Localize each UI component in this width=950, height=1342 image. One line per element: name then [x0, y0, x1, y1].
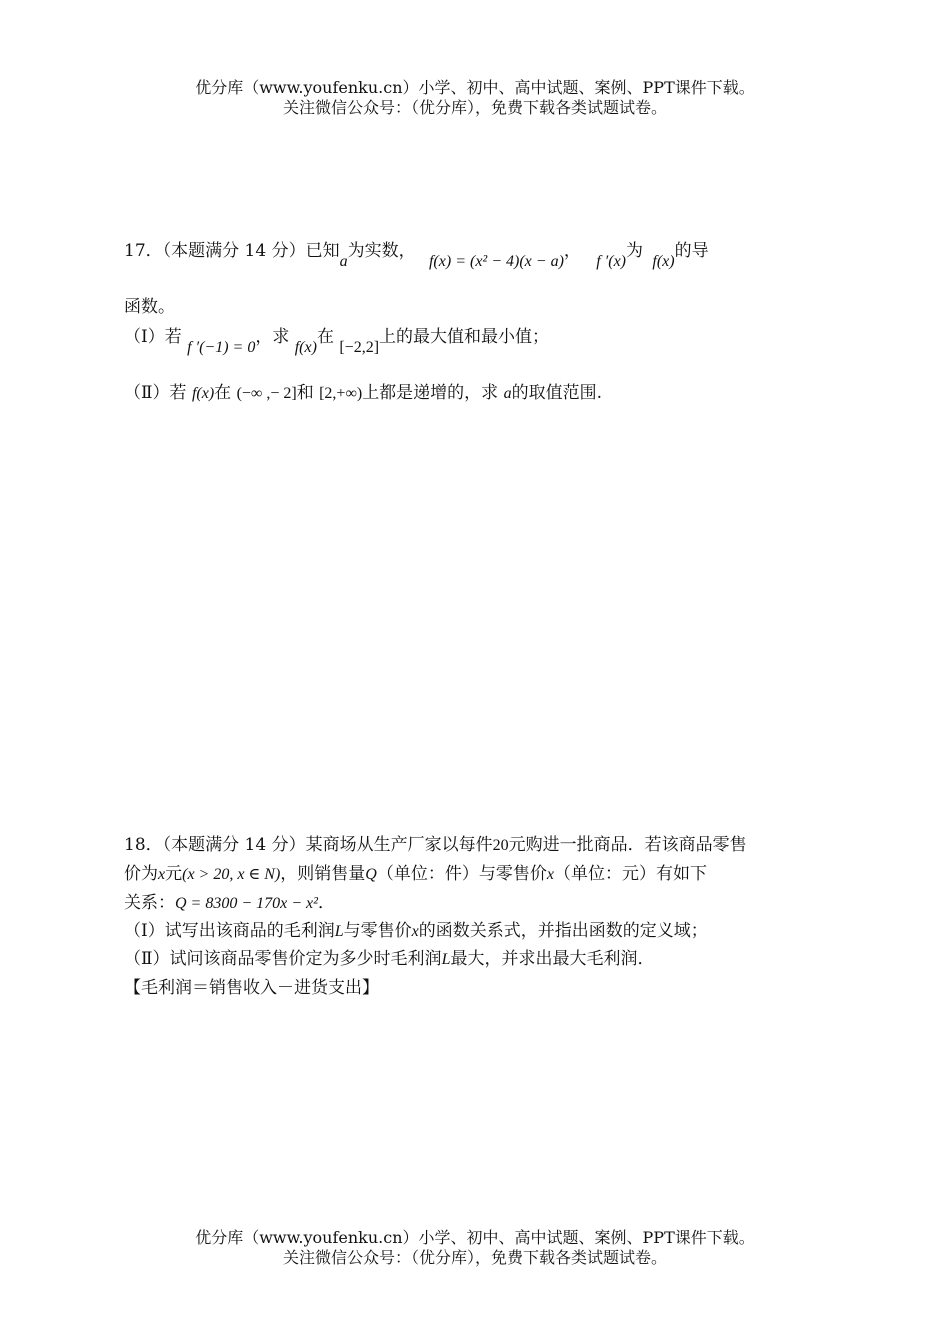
- q17-p1-fx: f(x): [294, 339, 317, 356]
- q17-t1: 为实数，: [347, 241, 416, 261]
- q17-p2-t2: 和: [296, 383, 314, 403]
- footer-line-2: 关注微信公众号：（优分库），免费下载各类试题试卷。: [282, 1248, 667, 1267]
- q17-p2-interval-1: (−∞ ,− 2]: [236, 385, 297, 402]
- q17-p2-interval-2: [2,+∞): [319, 385, 363, 402]
- q18-l1-tail: 元购进一批商品．若该商品零售: [508, 835, 747, 855]
- q18-l5-b: 最大，并求出最大毛利润．: [450, 949, 655, 969]
- q17-fx: f(x): [652, 253, 675, 270]
- q17-p2-fx: f(x): [191, 385, 215, 402]
- q18-line-3: [124, 888, 335, 913]
- q18-l4-c: 的函数关系式，并指出函数的定义域；: [418, 921, 708, 941]
- footer-line-1: 优分库（www.youfenku.cn）小学、初中、高中试题、案例、PPT课件下载。: [195, 1228, 755, 1247]
- q17-p1-interval: [−2,2]: [339, 339, 380, 356]
- q18-l1-lead: 18．（本题满分 14 分）某商场从生产厂家以每件: [124, 835, 493, 855]
- q18-l2-x: x: [158, 866, 166, 883]
- q18-part-2: [124, 944, 654, 969]
- q17-p1-cond: f ′(−1) = 0: [187, 339, 256, 356]
- q18-l5-a: （Ⅱ）试问该商品零售价定为多少时毛利润: [124, 949, 442, 969]
- q17-part-2: [124, 378, 602, 403]
- q17-p1-t3: 上的最大值和最小值；: [379, 327, 550, 347]
- q17-t2: 为: [626, 241, 643, 261]
- q18-part-1: [124, 916, 708, 941]
- q18-l4-L: L: [334, 923, 344, 940]
- q18-l3-formula: Q = 8300 − 170x − x²: [175, 895, 318, 912]
- q18-l2-d: （单位：件）与零售价: [376, 864, 547, 884]
- q18-l2-x2: x: [546, 866, 554, 883]
- q17-comma: ，: [563, 241, 581, 261]
- header-line-1: 优分库（www.youfenku.cn）小学、初中、高中试题、案例、PPT课件下载。: [195, 78, 755, 97]
- q17-t3: 的导: [674, 241, 709, 261]
- q17-part-1: [124, 322, 550, 356]
- q17-p1-t1: ，求: [255, 327, 290, 347]
- q18-l2-cond: (x > 20, x ∈ N): [182, 866, 281, 883]
- page-footer: [0, 1228, 950, 1268]
- q17-p2-t1: 在: [214, 383, 232, 403]
- q18-l2-Q: Q: [365, 866, 377, 883]
- q18-l3-b: ．: [317, 893, 335, 913]
- header-line-2: 关注微信公众号：（优分库），免费下载各类试题试卷。: [282, 98, 667, 117]
- q17-p1-t2: 在: [316, 327, 334, 347]
- q17-p2-a: a: [503, 385, 512, 402]
- q17-fprime: f ′(x): [596, 253, 626, 270]
- q17-p2-t3: 上都是递增的，求: [362, 383, 499, 403]
- q18-line-1: [124, 830, 747, 855]
- q18-l2-e: （单位：元）有如下: [553, 864, 707, 884]
- page-header: [0, 78, 950, 118]
- q17-a: a: [339, 253, 348, 270]
- q17-line-2: 函数。: [124, 297, 175, 317]
- q17-p2-lead: （Ⅱ）若: [124, 383, 187, 403]
- q17-fx-def: f(x) = (x² − 4)(x − a): [428, 253, 564, 270]
- q18-l4-b: 与零售价: [343, 921, 412, 941]
- q18-l4-x: x: [411, 923, 419, 940]
- q18-l2-a: 价为: [124, 864, 158, 884]
- q17-lead: 17．（本题满分 14 分）已知: [124, 241, 340, 261]
- q18-l1-num: 20: [492, 837, 509, 854]
- q18-l2-c: ，则销售量: [280, 864, 366, 884]
- q18-l4-a: （Ⅰ）试写出该商品的毛利润: [124, 921, 335, 941]
- q17-p2-t4: 的取值范围.: [511, 383, 602, 403]
- q18-l2-b: 元: [165, 864, 183, 884]
- q17-line-1: [124, 236, 709, 270]
- q18-line-2: [124, 859, 707, 884]
- q18-note: 【毛利润＝销售收入－进货支出】: [124, 978, 379, 998]
- q18-l5-L: L: [441, 951, 451, 968]
- q18-l3-a: 关系：: [124, 893, 175, 913]
- q17-p1-lead: （Ⅰ）若: [124, 327, 182, 347]
